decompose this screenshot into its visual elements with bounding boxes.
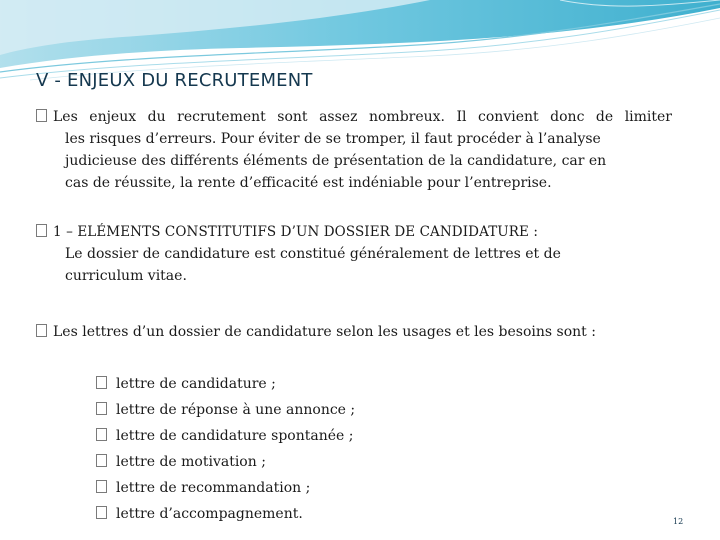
page-number: 12 [673, 517, 684, 526]
header-wave-decoration [0, 0, 720, 110]
list-item-text: lettre de recommandation ; [116, 480, 311, 496]
section-1-line-2: curriculum vitae. [65, 268, 187, 284]
intro-line-4: cas de réussite, la rente d’efficacité est indéniable pour l’entreprise. [65, 175, 552, 191]
list-item-text: lettre de réponse à une annonce ; [116, 402, 356, 418]
list-item [96, 373, 355, 399]
list-item [96, 477, 355, 503]
section-1-line-1: Le dossier de candidature est constitué généralement de lettres et de [65, 246, 561, 262]
list-item-text: lettre d’accompagnement. [116, 506, 303, 522]
list-item [96, 451, 355, 477]
square-bullet-icon [36, 224, 47, 237]
list-item [96, 425, 355, 451]
square-bullet-icon [96, 402, 107, 415]
list-item-text: lettre de candidature spontanée ; [116, 428, 354, 444]
square-bullet-icon [96, 454, 107, 467]
section-1-heading-text: 1 – ELÉMENTS CONSTITUTIFS D’UN DOSSIER DE CANDIDATURE : [53, 224, 539, 240]
list-item [96, 399, 355, 425]
square-bullet-icon [96, 480, 107, 493]
letters-intro [36, 321, 676, 343]
square-bullet-icon [96, 376, 107, 389]
square-bullet-icon [36, 324, 47, 337]
intro-line-2: les risques d’erreurs. Pour éviter de se tromper, il faut procéder à l’analyse [65, 131, 601, 147]
list-item-text: lettre de candidature ; [116, 376, 276, 392]
section-1 [36, 221, 676, 287]
letter-types-list [96, 373, 355, 529]
list-item [96, 503, 355, 529]
intro-line-1-text: Les enjeux du recrutement sont assez nombreux. Il convient donc de limiter [53, 109, 672, 125]
list-item-text: lettre de motivation ; [116, 454, 266, 470]
square-bullet-icon [36, 109, 47, 122]
square-bullet-icon [96, 428, 107, 441]
section-1-heading [36, 221, 676, 243]
slide-title: V - ENJEUX DU RECRUTEMENT [36, 70, 313, 91]
intro-paragraph [36, 106, 672, 194]
square-bullet-icon [96, 506, 107, 519]
letters-intro-text: Les lettres d’un dossier de candidature selon les usages et les besoins sont : [53, 324, 596, 340]
intro-line-3: judicieuse des différents éléments de présentation de la candidature, car en [65, 153, 607, 169]
intro-line-1 [36, 106, 672, 128]
